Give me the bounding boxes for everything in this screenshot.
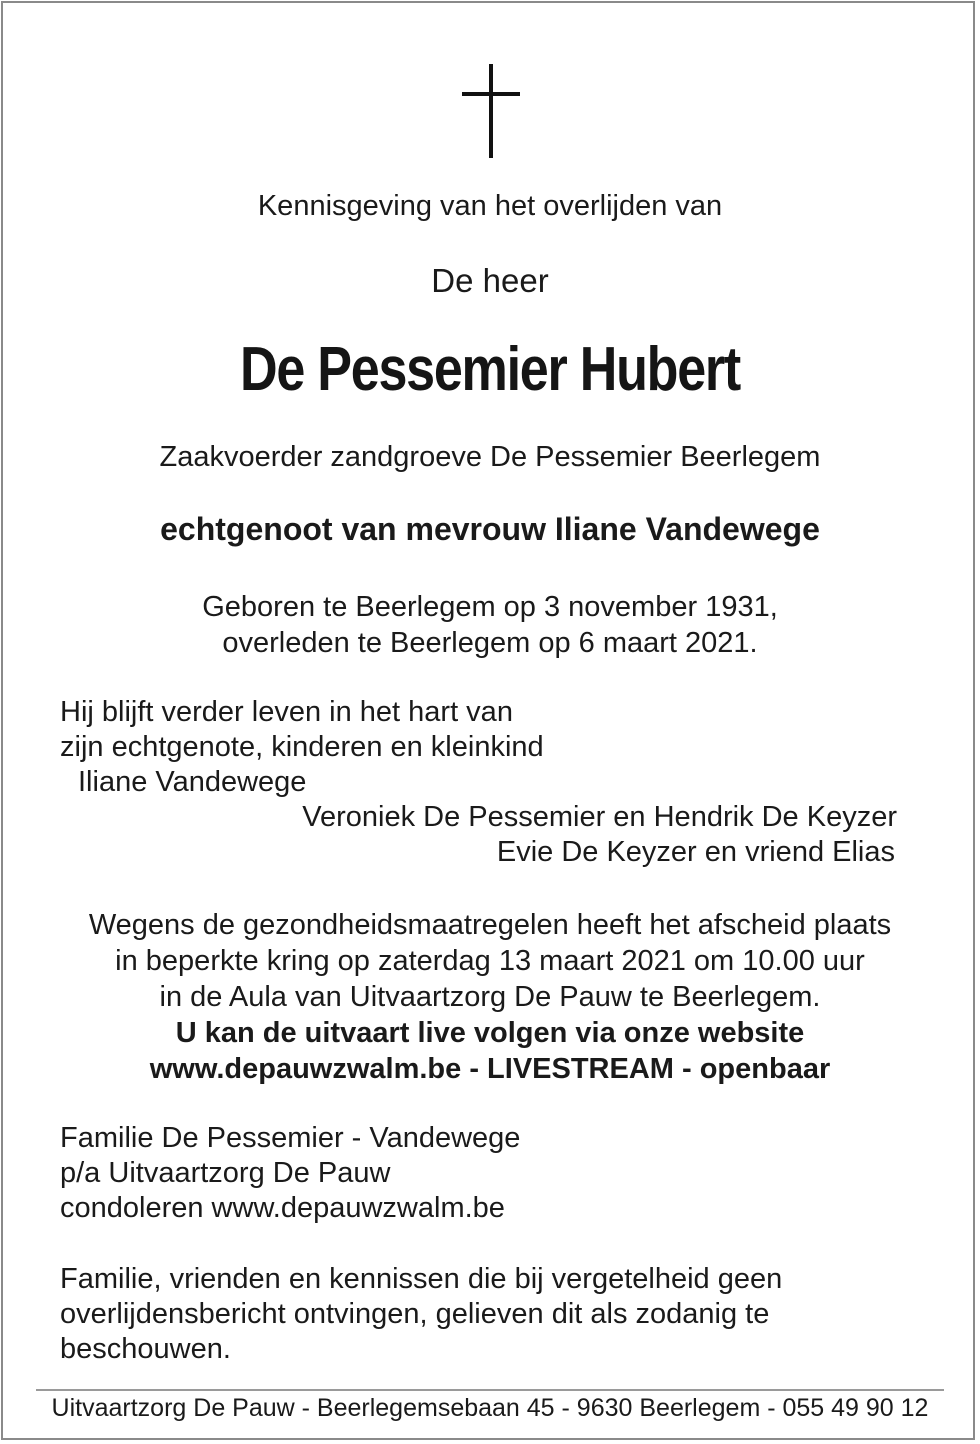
profession: Zaakvoerder zandgroeve De Pessemier Beerlegem	[159, 441, 821, 473]
ceremony-line: in de Aula van Uitvaartzorg De Pauw te Beerlegem.	[159, 981, 821, 1013]
closing-line: Familie, vrienden en kennissen die bij vergetelheid geen	[60, 1263, 783, 1295]
ceremony-line: in beperkte kring op zaterdag 13 maart 2021 om 10.00 uur	[115, 945, 865, 977]
ceremony-line: Wegens de gezondheidsmaatregelen heeft het afscheid plaats	[88, 909, 892, 941]
closing-note	[60, 1262, 782, 1367]
family-address	[60, 1121, 520, 1226]
survivor-children: Veroniek De Pessemier en Hendrik De Keyzer	[302, 801, 897, 833]
condolence-link[interactable]: condoleren www.depauwzwalm.be	[60, 1192, 505, 1224]
closing-line: overlijdensbericht ontvingen, gelieven dit als zodanig te	[60, 1298, 770, 1330]
family-care-of: p/a Uitvaartzorg De Pauw	[60, 1157, 391, 1189]
birth-line: Geboren te Beerlegem op 3 november 1931,	[202, 591, 778, 623]
survivors-intro-2: zijn echtgenote, kinderen en kleinkind	[60, 731, 544, 763]
footer-divider	[36, 1389, 944, 1391]
closing-line: beschouwen.	[60, 1333, 231, 1365]
cross-icon	[462, 64, 520, 158]
birth-death-dates	[0, 589, 980, 661]
survivor-spouse: Iliane Vandewege	[78, 766, 307, 798]
death-line: overleden te Beerlegem op 6 maart 2021.	[222, 627, 758, 659]
honorific: De heer	[431, 262, 549, 299]
intro-text: Kennisgeving van het overlijden van	[257, 190, 723, 222]
footer-contact: Uitvaartzorg De Pauw - Beerlegemsebaan 45 - 9630 Beerlegem - 055 49 90 12	[51, 1394, 929, 1422]
spouse-line: echtgenoot van mevrouw Iliane Vandewege	[160, 511, 820, 547]
family-name: Familie De Pessemier - Vandewege	[60, 1122, 521, 1154]
livestream-link[interactable]: www.depauwzwalm.be - LIVESTREAM - openbaar	[149, 1053, 831, 1085]
livestream-line: U kan de uitvaart live volgen via onze website	[175, 1017, 805, 1049]
survivor-grandchild: Evie De Keyzer en vriend Elias	[496, 836, 895, 868]
ceremony-info	[0, 907, 980, 1087]
survivors-intro: Hij blijft verder leven in het hart van	[60, 696, 513, 728]
deceased-name: De Pessemier Hubert	[239, 335, 740, 404]
